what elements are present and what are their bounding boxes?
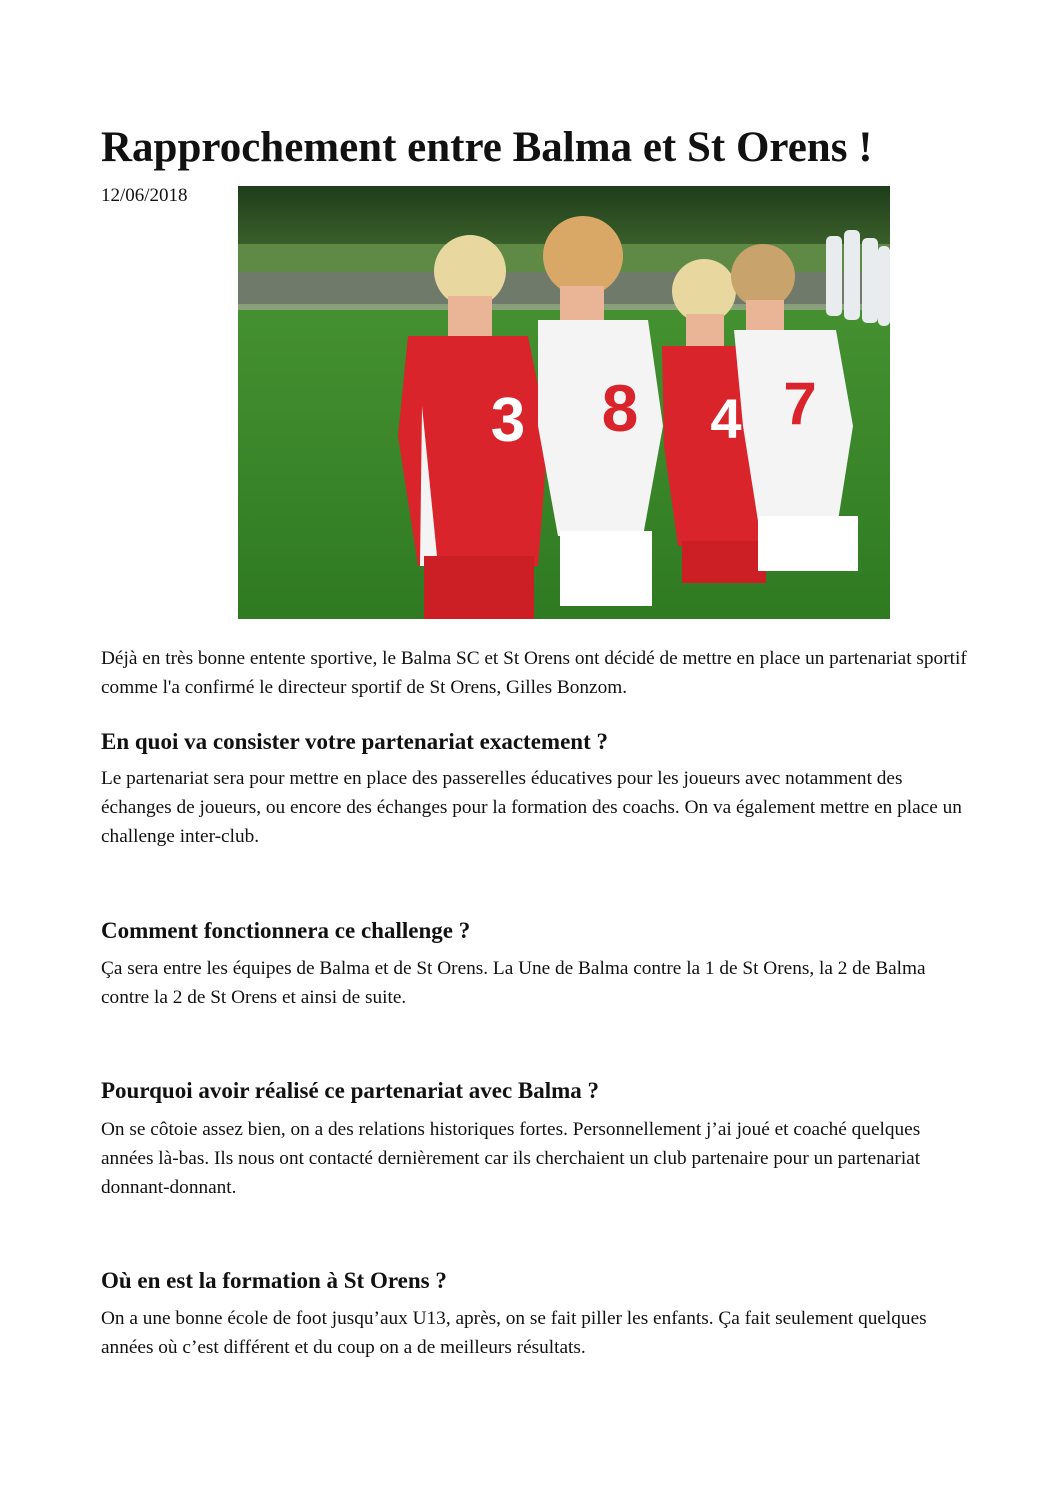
question-heading: Comment fonctionnera ce challenge ? <box>101 918 471 943</box>
answer-paragraph: Le partenariat sera pour mettre en place des passerelles éducatives pour les joueurs avec notamment des échanges de joueurs, ou encore des échanges pour la formation des coachs. On va également mettre en place un challenge inter-club. <box>101 768 962 847</box>
intro-paragraph: Déjà en très bonne entente sportive, le Balma SC et St Orens ont décidé de mettre en place un partenariat sportif comme l'a confirmé le directeur sportif de St Orens, Gilles Bonzom. <box>101 648 967 698</box>
publish-date: 12/06/2018 <box>101 185 188 206</box>
answer-paragraph: On a une bonne école de foot jusqu’aux U13, après, on se fait piller les enfants. Ça fait seulement quelques années où c’est différent et du coup on a de meilleurs résultats. <box>101 1308 927 1358</box>
question-heading: Pourquoi avoir réalisé ce partenariat avec Balma ? <box>101 1078 600 1103</box>
jersey-number-3: 3 <box>490 386 526 455</box>
jersey-number-7: 7 <box>783 370 817 437</box>
answer-paragraph: On se côtoie assez bien, on a des relations historiques fortes. Personnellement j’ai joué et coaché quelques années là-bas. Ils nous ont contacté dernièrement car ils cherchaient un club partenaire pour un partenariat donnant-donnant. <box>101 1119 921 1198</box>
question-heading: En quoi va consister votre partenariat exactement ? <box>101 729 608 754</box>
jersey-number-8: 8 <box>601 371 639 445</box>
question-heading: Où en est la formation à St Orens ? <box>101 1268 447 1293</box>
answer-paragraph: Ça sera entre les équipes de Balma et de St Orens. La Une de Balma contre la 1 de St Orens, la 2 de Balma contre la 2 de St Orens et ainsi de suite. <box>101 958 926 1008</box>
jersey-number-4: 4 <box>710 387 742 450</box>
article-photo <box>238 186 890 619</box>
photo-young-football-players-icon <box>238 186 890 619</box>
page-title: Rapprochement entre Balma et St Orens ! <box>101 124 873 171</box>
